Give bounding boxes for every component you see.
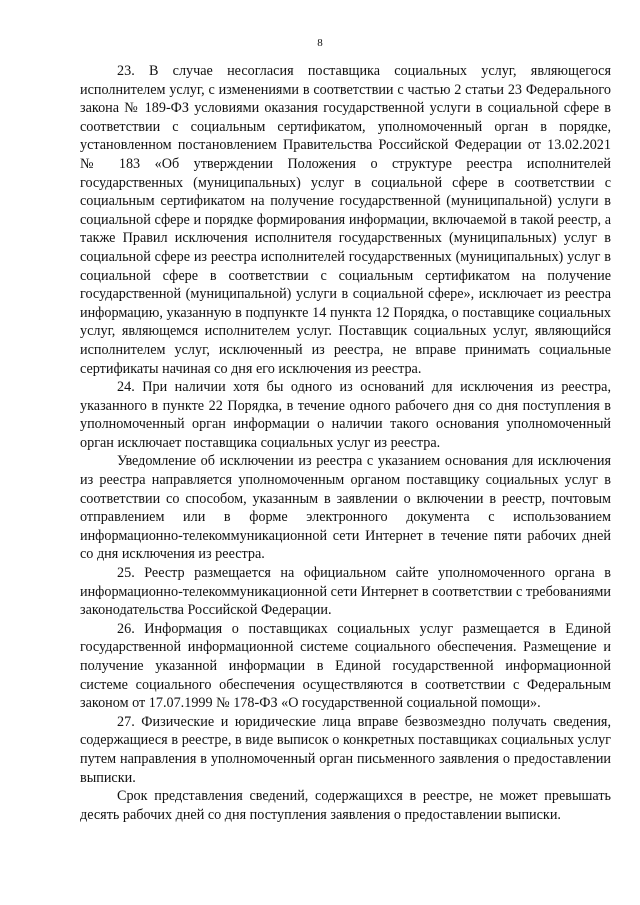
paragraph-23: 23. В случае несогласия поставщика социальных услуг, являющегося исполнителем услуг, с изменениями в соответствии с частью 2 статьи 23 Федерального закона № 189-ФЗ условиями оказания государственной услуги в социальной сфере в соответствии с социальным сертификатом, уполномоченный орган в порядке, установленном постановлением Правительства Российской Федерации от 13.02.2021 № 183 «Об утверждении Положения о структуре реестра исполнителей государственных (муниципальных) услуг в социальной сфере в соответствии с социальным сертификатом на получение государственной (муниципальной) услуги в социальной сфере и порядке формирования информации, включаемой в такой реестр, а также Правил исключения исполнителя государственных (муниципальных) услуг в социальной сфере из реестра исполнителей государственных (муниципальных) услуг в социальной сфере в соответствии с социальным сертификатом на получение государственной (муниципальной) услуги в социальной сфере», исключает из реестра информацию, указанную в подпункте 14 пункта 12 Порядка, о поставщике социальных услуг, являющемся исполнителем услуг. Поставщик социальных услуг, являющийся исполнителем услуг, исключенный из реестра, не вправе принимать социальные сертификаты начиная со дня его исключения из реестра. <box>80 63 611 377</box>
paragraph-27: 27. Физические и юридические лица вправе безвозмездно получать сведения, содержащиеся в реестре, в виде выписок о конкретных поставщиках социальных услуг путем направления в уполномоченный орган письменного заявления о предоставлении выписки. <box>80 713 611 786</box>
document-body <box>80 62 611 824</box>
paragraph-25: 25. Реестр размещается на официальном сайте уполномоченного органа в информационно-телекоммуникационной сети Интернет в соответствии с требованиями законодательства Российской Федерации. <box>80 565 611 619</box>
paragraph-24: 24. При наличии хотя бы одного из оснований для исключения из реестра, указанного в пункте 22 Порядка, в течение одного рабочего дня со дня поступления в уполномоченный орган информации о наличии такого основания уполномоченный орган исключает поставщика социальных услуг из реестра. <box>80 379 611 451</box>
page-number: 8 <box>317 37 323 49</box>
paragraph-27-deadline: Срок представления сведений, содержащихся в реестре, не может превышать десять рабочих дней со дня поступления заявления о предоставлении выписки. <box>80 788 611 823</box>
paragraph-24-notice: Уведомление об исключении из реестра с указанием основания для исключения из реестра направляется уполномоченным органом поставщику социальных услуг в соответствии со способом, указанным в заявлении о включении в реестр, почтовым отправлением или в форме электронного документа с использованием информационно-телекоммуникационной сети Интернет в течение пяти рабочих дней со дня исключения из реестра. <box>80 453 611 563</box>
paragraph-26: 26. Информация о поставщиках социальных услуг размещается в Единой государственной информационной системе социального обеспечения. Размещение и получение указанной информации в Единой государственной информационной системе социального обеспечения осуществляются в соответствии с Федеральным законом от 17.07.1999 № 178-ФЗ «О государственной социальной помощи». <box>80 620 611 712</box>
